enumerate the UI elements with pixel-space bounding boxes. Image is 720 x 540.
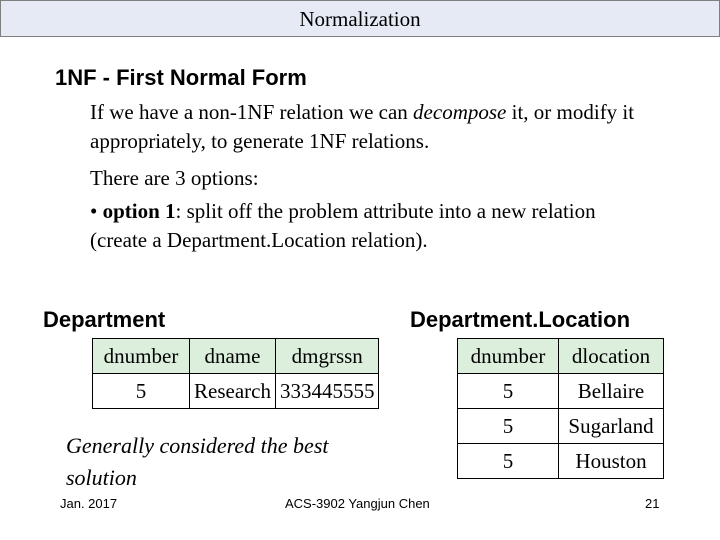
column-header: dnumber	[93, 339, 190, 374]
slide-title: Normalization	[299, 7, 421, 31]
paragraph-decompose	[90, 98, 650, 156]
page-number: 21	[645, 496, 660, 511]
table-header-row	[93, 339, 379, 374]
slide-title-bar	[0, 0, 720, 37]
table-row	[458, 409, 664, 444]
column-header: dmgrssn	[275, 339, 379, 374]
bullet-icon: •	[90, 199, 103, 223]
column-header: dlocation	[559, 339, 664, 374]
paragraph-text: it, or modify it appropriately, to generate 1NF relations.	[90, 100, 635, 153]
footer-date: Jan. 2017	[60, 496, 118, 511]
dept-location-table	[457, 338, 664, 479]
section-heading: 1NF - First Normal Form	[55, 65, 307, 90]
table-row	[458, 374, 664, 409]
option-text: : split off the problem attribute into a new relation (create a Department.Location relation).	[90, 199, 596, 252]
table-cell: 5	[458, 374, 559, 409]
option-label: option 1	[102, 199, 176, 223]
column-header: dname	[190, 339, 276, 374]
table-cell: Bellaire	[559, 374, 664, 409]
department-table	[92, 338, 379, 409]
table-cell: Research	[190, 374, 276, 409]
table-row	[458, 444, 664, 479]
paragraph-text: If we have a non-1NF relation we can	[90, 100, 414, 124]
table-cell: 333445555	[275, 374, 379, 409]
dept-location-label: Department.Location	[410, 307, 631, 332]
bullet-option-1	[90, 197, 650, 255]
table-cell: 5	[93, 374, 190, 409]
table-cell: 5	[458, 444, 559, 479]
emphasis-text: decompose	[413, 100, 507, 124]
paragraph-options: There are 3 options:	[90, 166, 259, 190]
table-cell: 5	[458, 409, 559, 444]
table-row	[93, 374, 379, 409]
table-header-row	[458, 339, 664, 374]
department-label: Department	[43, 307, 166, 332]
footer-course: ACS-3902 Yangjun Chen	[285, 496, 430, 511]
table-cell: Sugarland	[559, 409, 664, 444]
table-cell: Houston	[559, 444, 664, 479]
column-header: dnumber	[458, 339, 559, 374]
best-solution-note: Generally considered the best solution	[66, 433, 329, 490]
